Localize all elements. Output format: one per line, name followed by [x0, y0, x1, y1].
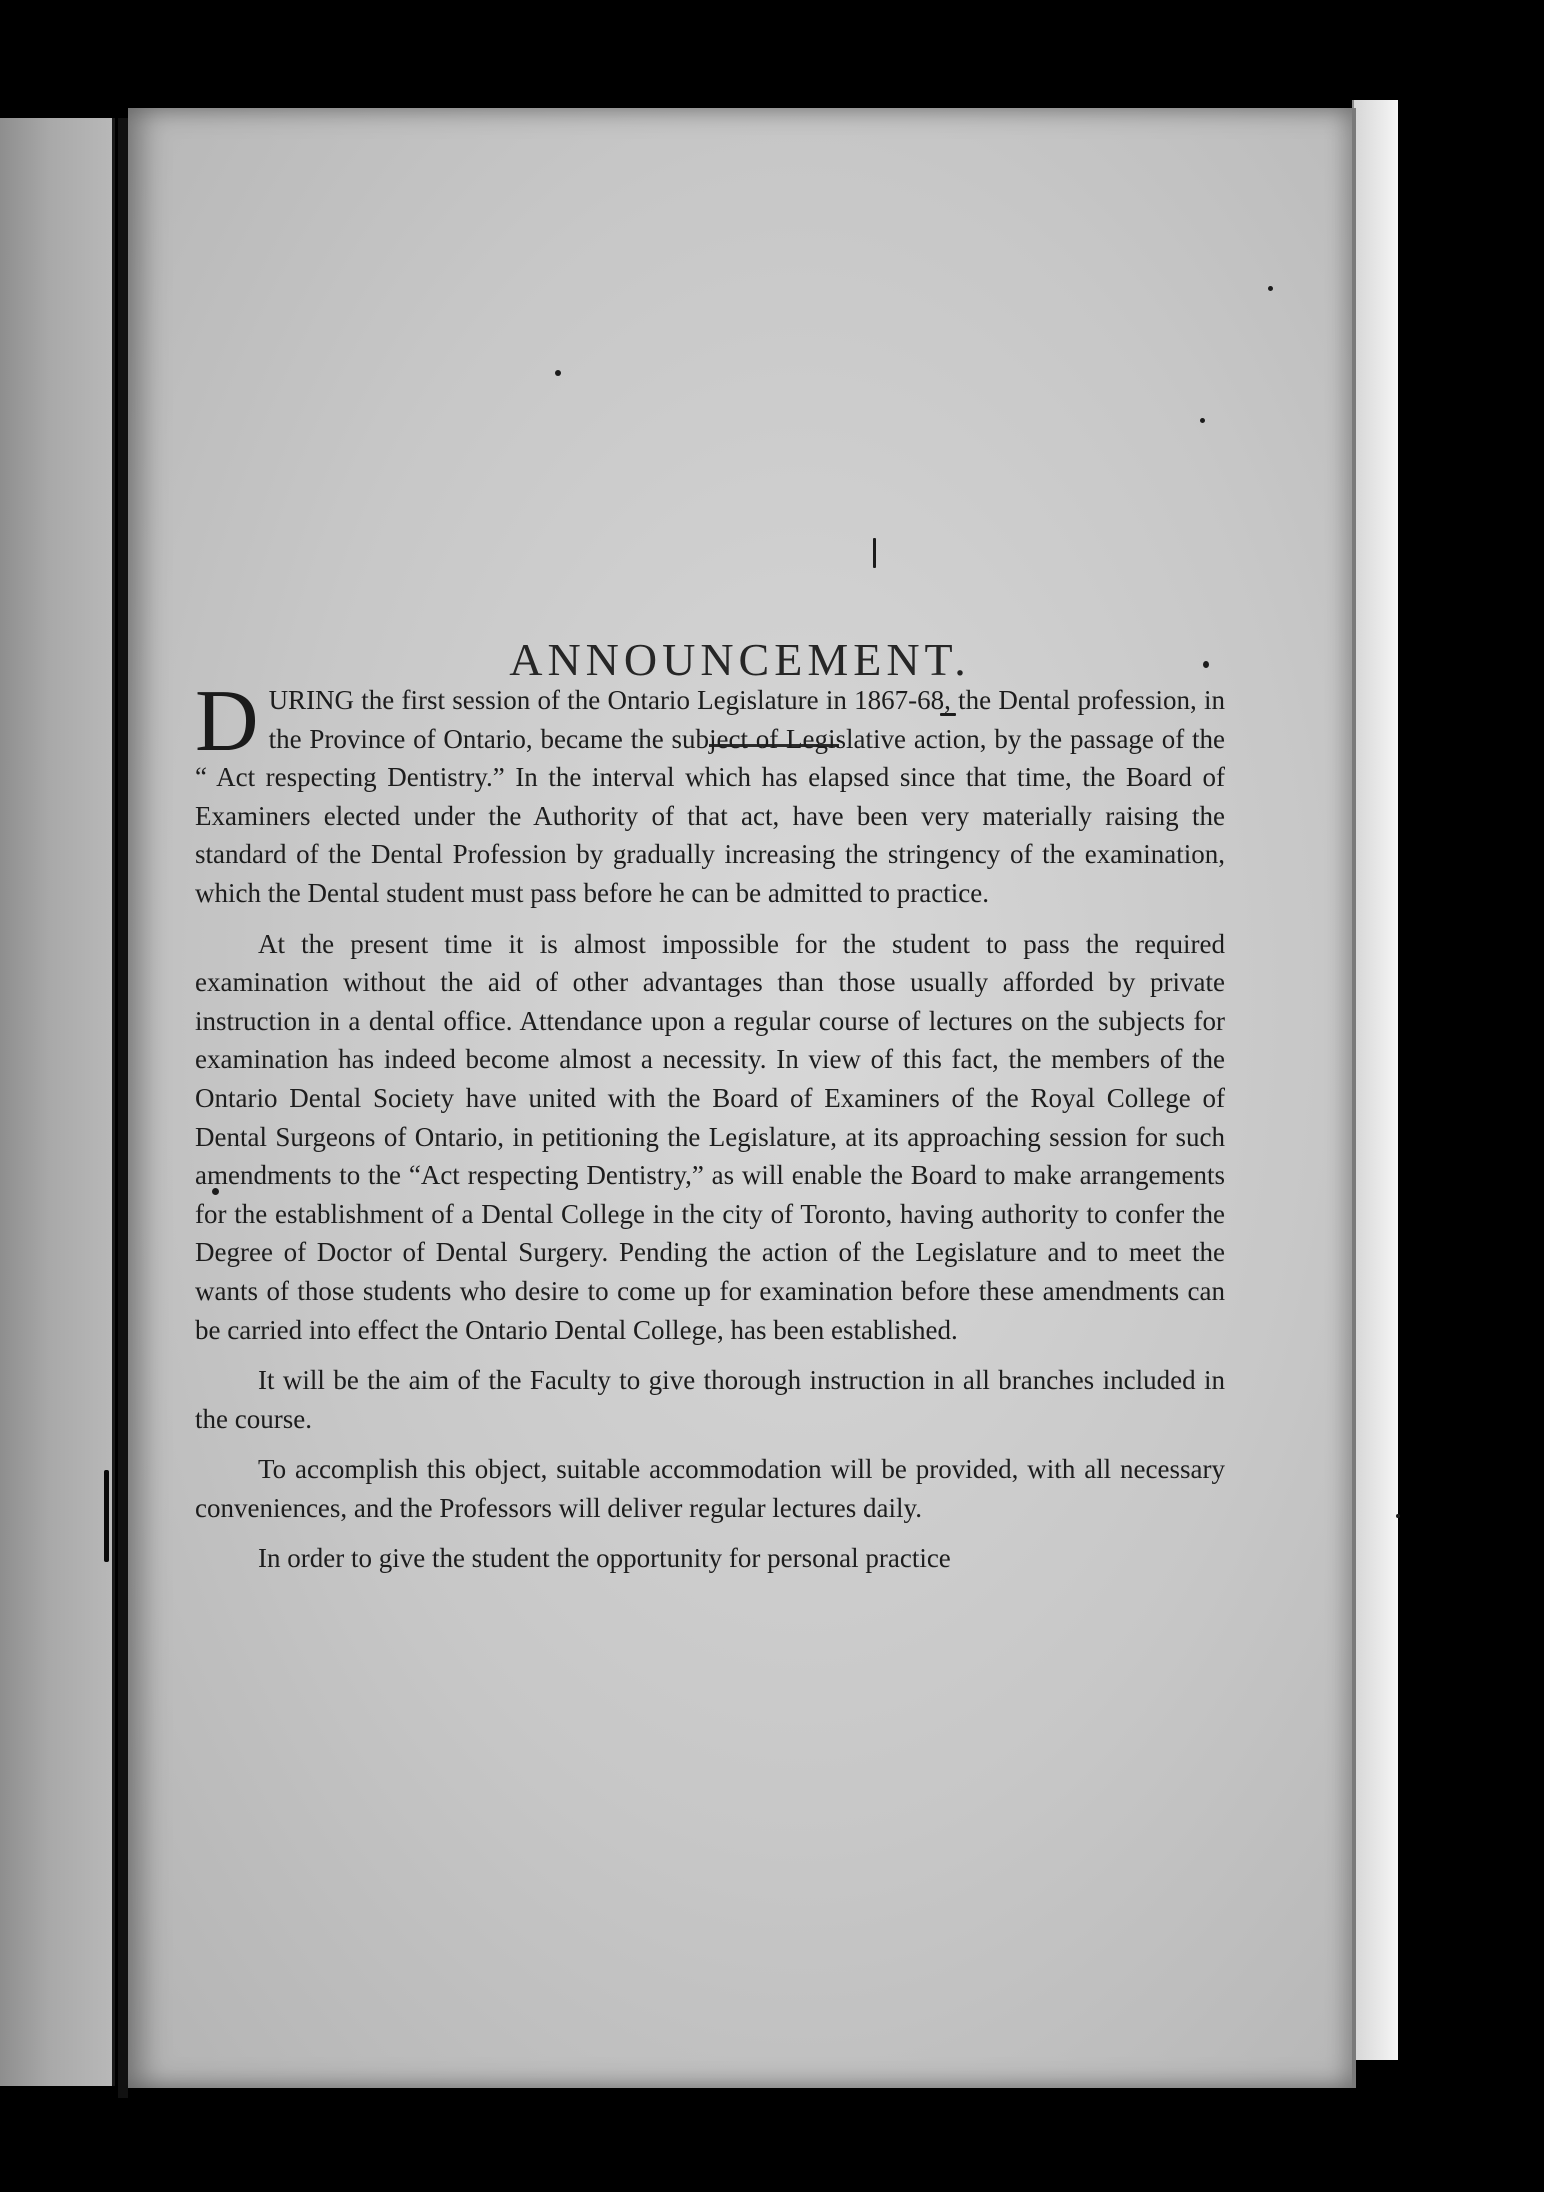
ink-speck [1200, 418, 1205, 423]
paragraph-1-text: URING the first session of the Ontario Legislature in 1867-68, the Dental profession, in the Province of Ontario, became the subject of Legislative action, by the passage of the “ Act respecting Dentistry.” In the interval which has elapsed since that time, the Board of Examiners elected under the Authority of that act, have been very materially raising the standard of the Dental Profession by gradually increasing the stringency of the examination, which the Dental student must pass before he can be admitted to practice. [195, 685, 1225, 908]
paragraph-4: To accomplish this object, suitable accommodation will be provided, with all necessary conveniences, and the Professors will deliver regular lectures daily. [195, 1454, 1225, 1523]
paragraph-3: It will be the aim of the Faculty to give thorough instruction in all branches included in the course. [195, 1365, 1225, 1434]
drop-cap: D [195, 673, 259, 770]
paragraph-1 [195, 673, 1225, 913]
binding-mark [104, 1470, 109, 1562]
ink-speck [1268, 286, 1273, 291]
page-heading: ANNOUNCEMENT. [509, 634, 971, 685]
book-gutter [118, 118, 128, 2098]
ink-speck [555, 370, 561, 376]
body-text [195, 673, 1225, 1590]
ink-speck [873, 538, 876, 568]
paragraph-5: In order to give the student the opportunity for personal practice [258, 1543, 951, 1574]
back-sheet-edge [1352, 100, 1398, 2060]
facing-page-edge [0, 118, 115, 2086]
paragraph-2: At the present time it is almost impossible for the student to pass the required examination without the aid of other advantages than those usually afforded by private instruction in a dental office. Attendance upon a regular course of lectures on the subjects for examination has indeed become almost a necessity. In view of this fact, the members of the Ontario Dental Society have united with the Board of Examiners of the Royal College of Dental Surgeons of Ontario, in petitioning the Legislature, at its approaching session for such amendments to the “Act respecting Dentistry,” as will enable the Board to make arrangements for the establishment of a Dental College in the city of Toronto, having authority to confer the Degree of Doctor of Dental Surgery. Pending the action of the Legislature and to meet the wants of those students who desire to come up for examination before these amendments can be carried into effect the Ontario Dental College, has been established. [195, 928, 1225, 1345]
ink-speck [1396, 1514, 1400, 1518]
